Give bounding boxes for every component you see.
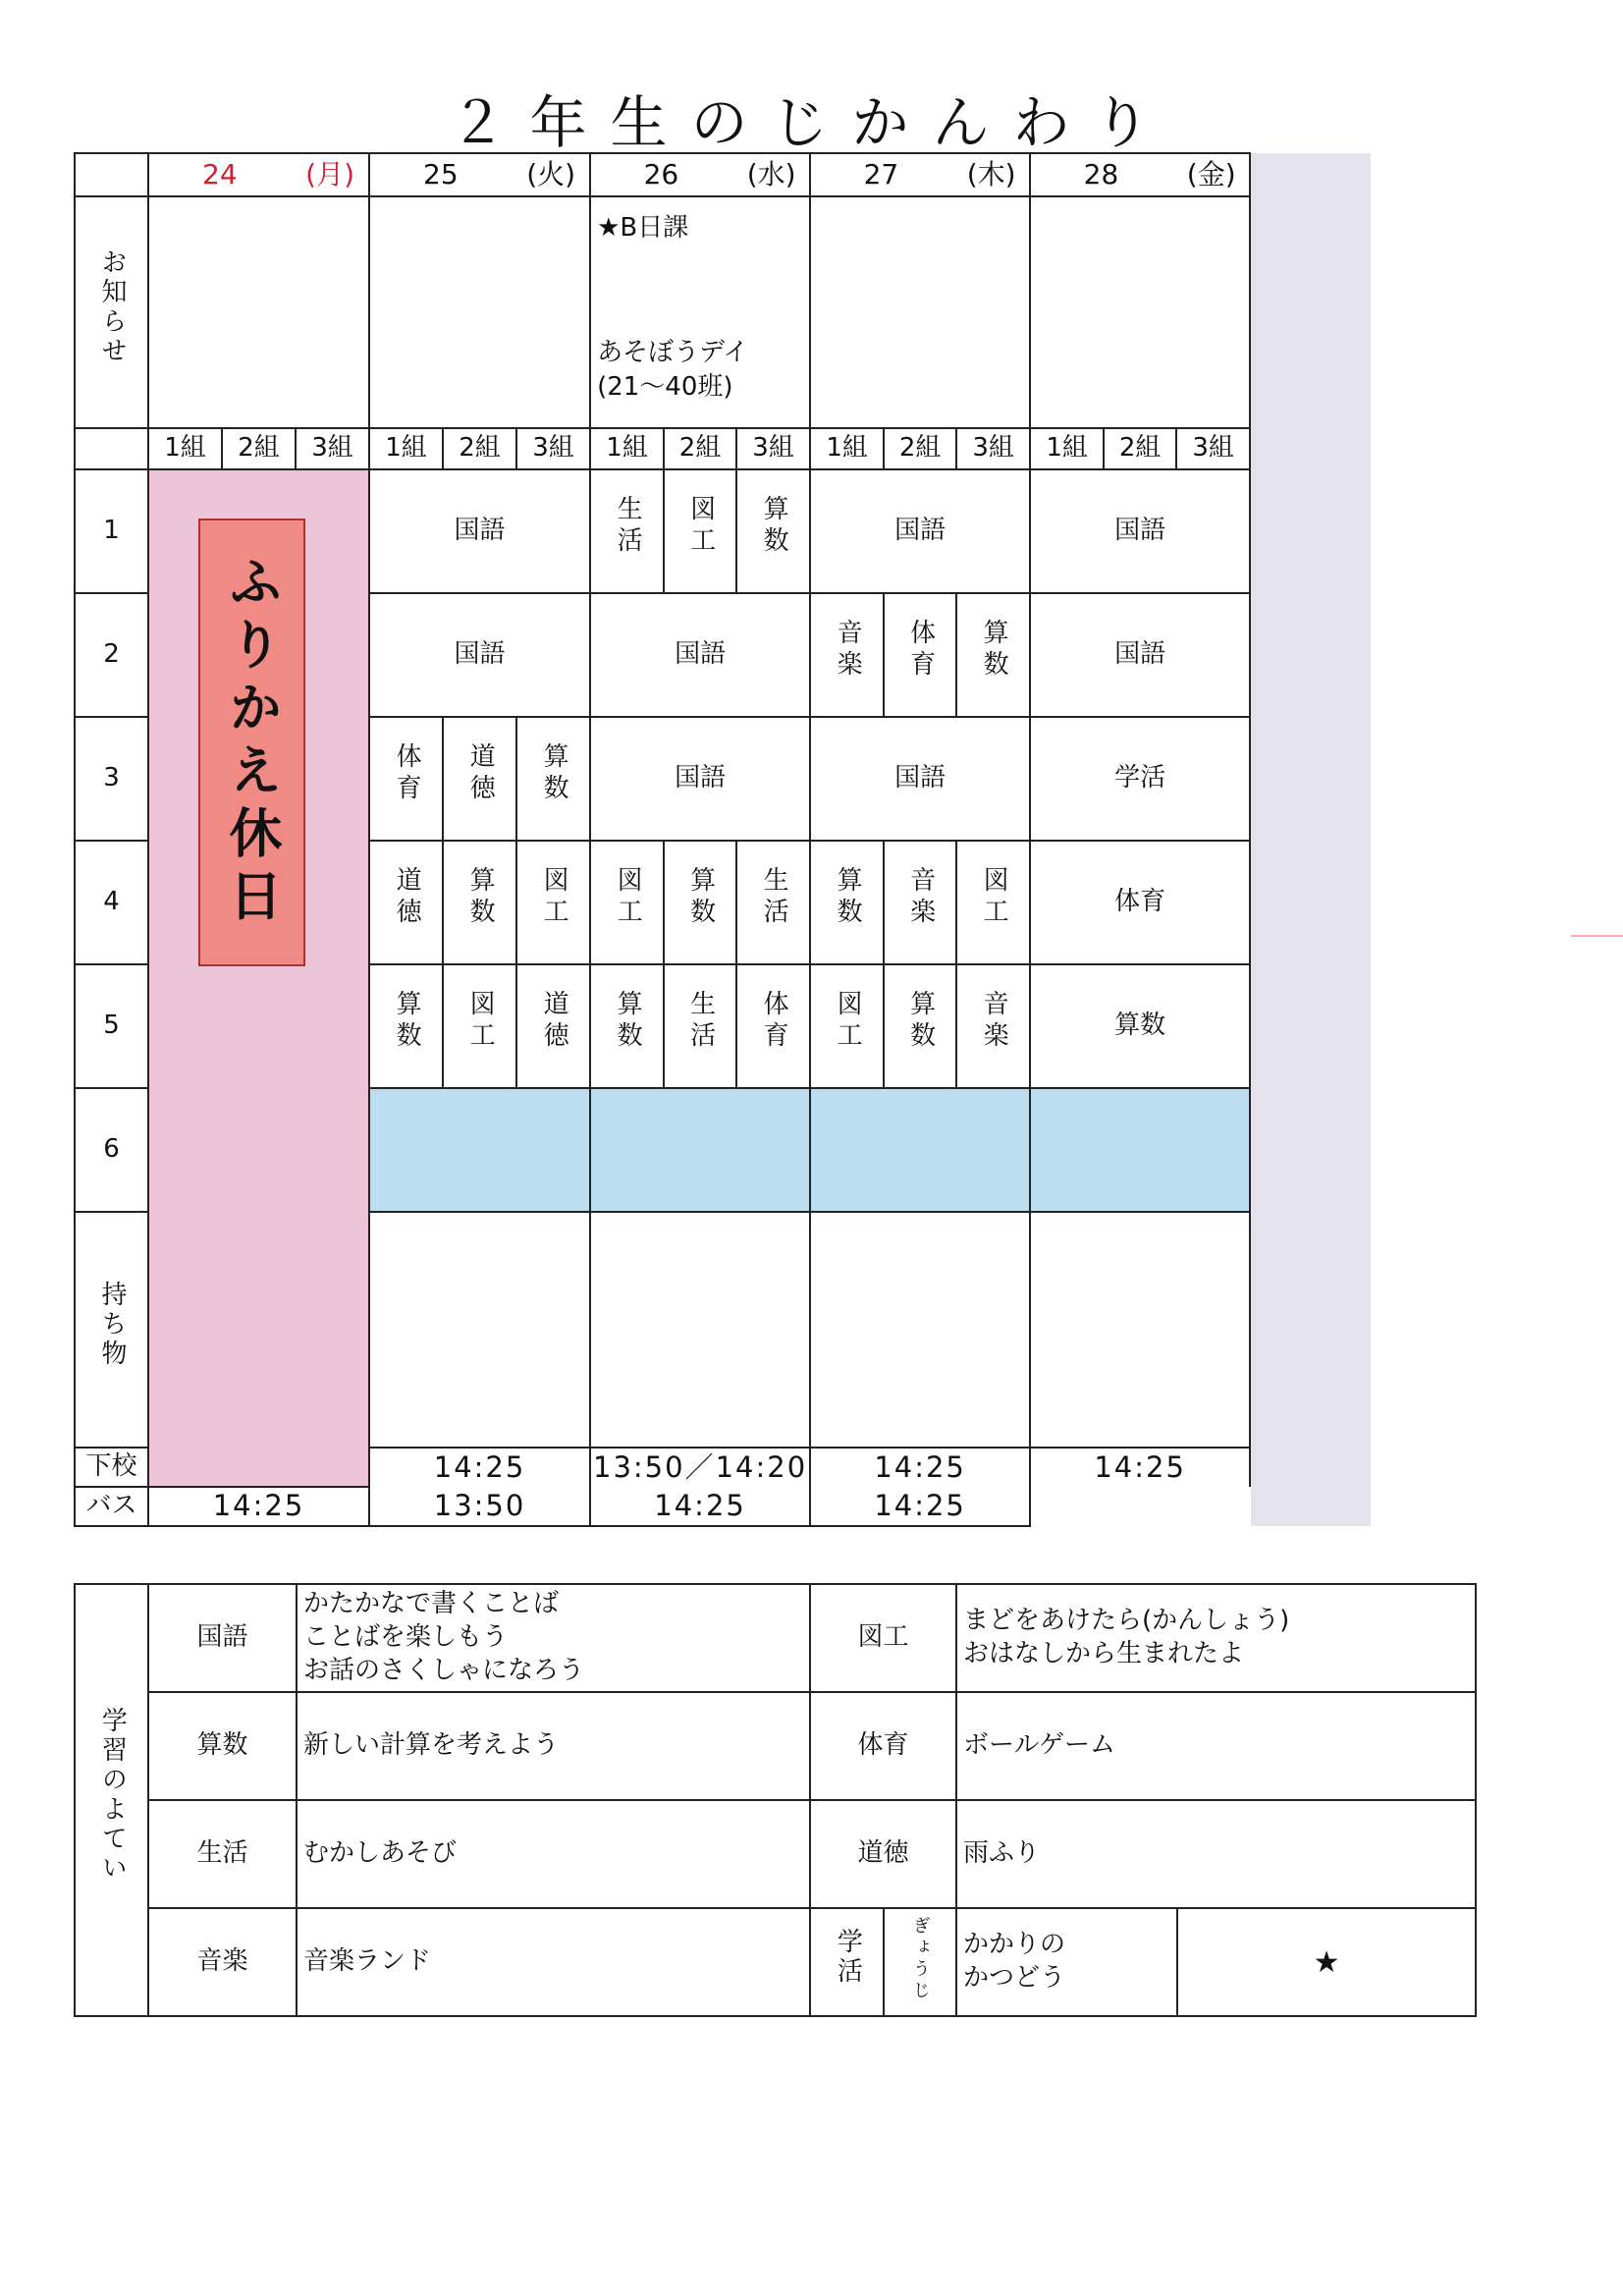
notice-fri [1030,196,1250,428]
schedule-cell: 国語 [810,469,1030,593]
side-shaded-area [1250,153,1371,1526]
curriculum-table [74,1583,1477,2017]
curriculum-row [75,1800,1476,1908]
bus-wed: 13:50 [369,1487,590,1526]
schedule-cell: 算数 [884,964,956,1088]
curriculum-description: かかりの かつどう [956,1908,1177,2016]
schedule-cell: 音楽 [956,964,1030,1088]
class-label: 2組 [664,428,736,469]
dismissal-label: 下校 [75,1448,148,1487]
schedule-cell: 算数 [664,841,736,964]
notice-thu [810,196,1030,428]
schedule-cell-empty [590,1088,810,1212]
class-label: 2組 [222,428,296,469]
curriculum-subject: 図工 [810,1584,956,1692]
schedule-cell: 音楽 [884,841,956,964]
class-label: 3組 [296,428,369,469]
schedule-cell: 国語 [810,717,1030,841]
schedule-cell: 体育 [736,964,810,1088]
corner-cell [75,153,148,196]
fold-mark [1571,935,1623,937]
curriculum-label: 学習のよてい [75,1584,148,2016]
schedule-cell: 図工 [664,469,736,593]
class-label-corner [75,428,148,469]
period-label: 4 [75,841,148,964]
schedule-cell: 図工 [956,841,1030,964]
curriculum-subject: 生活 [148,1800,297,1908]
schedule-cell-empty [1030,1088,1250,1212]
curriculum-subject-sub: ぎょうじ [884,1908,956,2016]
notice-label: お知らせ [75,196,148,428]
schedule-cell: 生活 [664,964,736,1088]
belongings-thu [810,1212,1030,1448]
schedule-cell: 算数 [1030,964,1250,1088]
schedule-cell: 道徳 [369,841,443,964]
curriculum-subject: 体育 [810,1692,956,1800]
class-label: 1組 [369,428,443,469]
schedule-cell-empty [369,1088,590,1212]
bus-fri: 14:25 [810,1487,1030,1526]
class-label: 2組 [884,428,956,469]
bus-tue: 14:25 [148,1487,369,1526]
star-mark: ★ [1177,1908,1476,2016]
curriculum-subject: 国語 [148,1584,297,1692]
schedule-cell: 図工 [443,964,516,1088]
schedule-cell: 体育 [884,593,956,717]
class-label: 3組 [736,428,810,469]
curriculum-description: 音楽ランド [297,1908,810,2016]
period-label: 3 [75,717,148,841]
schedule-cell: 算数 [810,841,884,964]
schedule-cell: 体育 [1030,841,1250,964]
class-label: 2組 [443,428,516,469]
schedule-cell: 国語 [590,717,810,841]
curriculum-row [75,1584,1476,1692]
curriculum-subject: 学活 [810,1908,884,2016]
dismissal-fri: 14:25 [1030,1448,1250,1487]
belongings-wed [590,1212,810,1448]
class-label: 1組 [148,428,222,469]
schedule-cell: 算数 [369,964,443,1088]
curriculum-row [75,1692,1476,1800]
day-header-mon: 24 (月) [148,153,369,196]
curriculum-description: ボールゲーム [956,1692,1476,1800]
belongings-label: 持ち物 [75,1212,148,1448]
schedule-cell: 国語 [590,593,810,717]
notice-row [75,196,1371,428]
class-label-row [75,428,1371,469]
period-label: 5 [75,964,148,1088]
belongings-tue [369,1212,590,1448]
day-header-row [75,153,1371,196]
day-header-fri: 28 (金) [1030,153,1250,196]
curriculum-description: かたかなで書くことば ことばを楽しもう お話のさくしゃになろう [297,1584,810,1692]
curriculum-description: 雨ふり [956,1800,1476,1908]
class-label: 1組 [1030,428,1104,469]
schedule-cell: 算数 [443,841,516,964]
schedule-cell-empty [810,1088,1030,1212]
schedule-cell: 学活 [1030,717,1250,841]
curriculum-description: 新しい計算を考えよう [297,1692,810,1800]
bus-row [75,1487,1371,1526]
belongings-fri [1030,1212,1250,1448]
day-header-wed: 26 (水) [590,153,810,196]
bus-label: バス [75,1487,148,1526]
dismissal-wed: 13:50／14:20 [590,1448,810,1487]
page-title: ２年生のじかんわり [449,89,1174,156]
day-header-tue: 25 (火) [369,153,590,196]
notice-tue [369,196,590,428]
schedule-cell: 算数 [736,469,810,593]
schedule-cell: 生活 [736,841,810,964]
schedule-cell: 国語 [369,593,590,717]
class-label: 3組 [956,428,1030,469]
schedule-cell: 図工 [810,964,884,1088]
period-label: 2 [75,593,148,717]
schedule-cell: 国語 [369,469,590,593]
class-label: 3組 [516,428,590,469]
class-label: 3組 [1176,428,1250,469]
schedule-cell: 生活 [590,469,664,593]
schedule-cell: 国語 [1030,593,1250,717]
curriculum-subject: 音楽 [148,1908,297,2016]
schedule-cell: 体育 [369,717,443,841]
curriculum-description: まどをあけたら(かんしょう) おはなしから生まれたよ [956,1584,1476,1692]
dismissal-thu: 14:25 [810,1448,1030,1487]
notice-wed: ★B日課 あそぼうデイ (21～40班) [590,196,810,428]
class-label: 2組 [1104,428,1176,469]
curriculum-row [75,1908,1476,2016]
curriculum-subject: 道徳 [810,1800,956,1908]
schedule-cell: 道徳 [443,717,516,841]
schedule-cell: 算数 [516,717,590,841]
class-label: 1組 [810,428,884,469]
schedule-cell: 音楽 [810,593,884,717]
day-header-thu: 27 (木) [810,153,1030,196]
bus-thu: 14:25 [590,1487,810,1526]
period-label: 6 [75,1088,148,1212]
schedule-cell: 道徳 [516,964,590,1088]
schedule-cell: 図工 [590,841,664,964]
holiday-banner: ふりかえ休日 [198,519,305,966]
schedule-cell: 国語 [1030,469,1250,593]
class-label: 1組 [590,428,664,469]
schedule-cell: 算数 [956,593,1030,717]
schedule-cell: 算数 [590,964,664,1088]
curriculum-description: むかしあそび [297,1800,810,1908]
schedule-cell: 図工 [516,841,590,964]
notice-mon [148,196,369,428]
dismissal-tue: 14:25 [369,1448,590,1487]
period-label: 1 [75,469,148,593]
curriculum-subject: 算数 [148,1692,297,1800]
